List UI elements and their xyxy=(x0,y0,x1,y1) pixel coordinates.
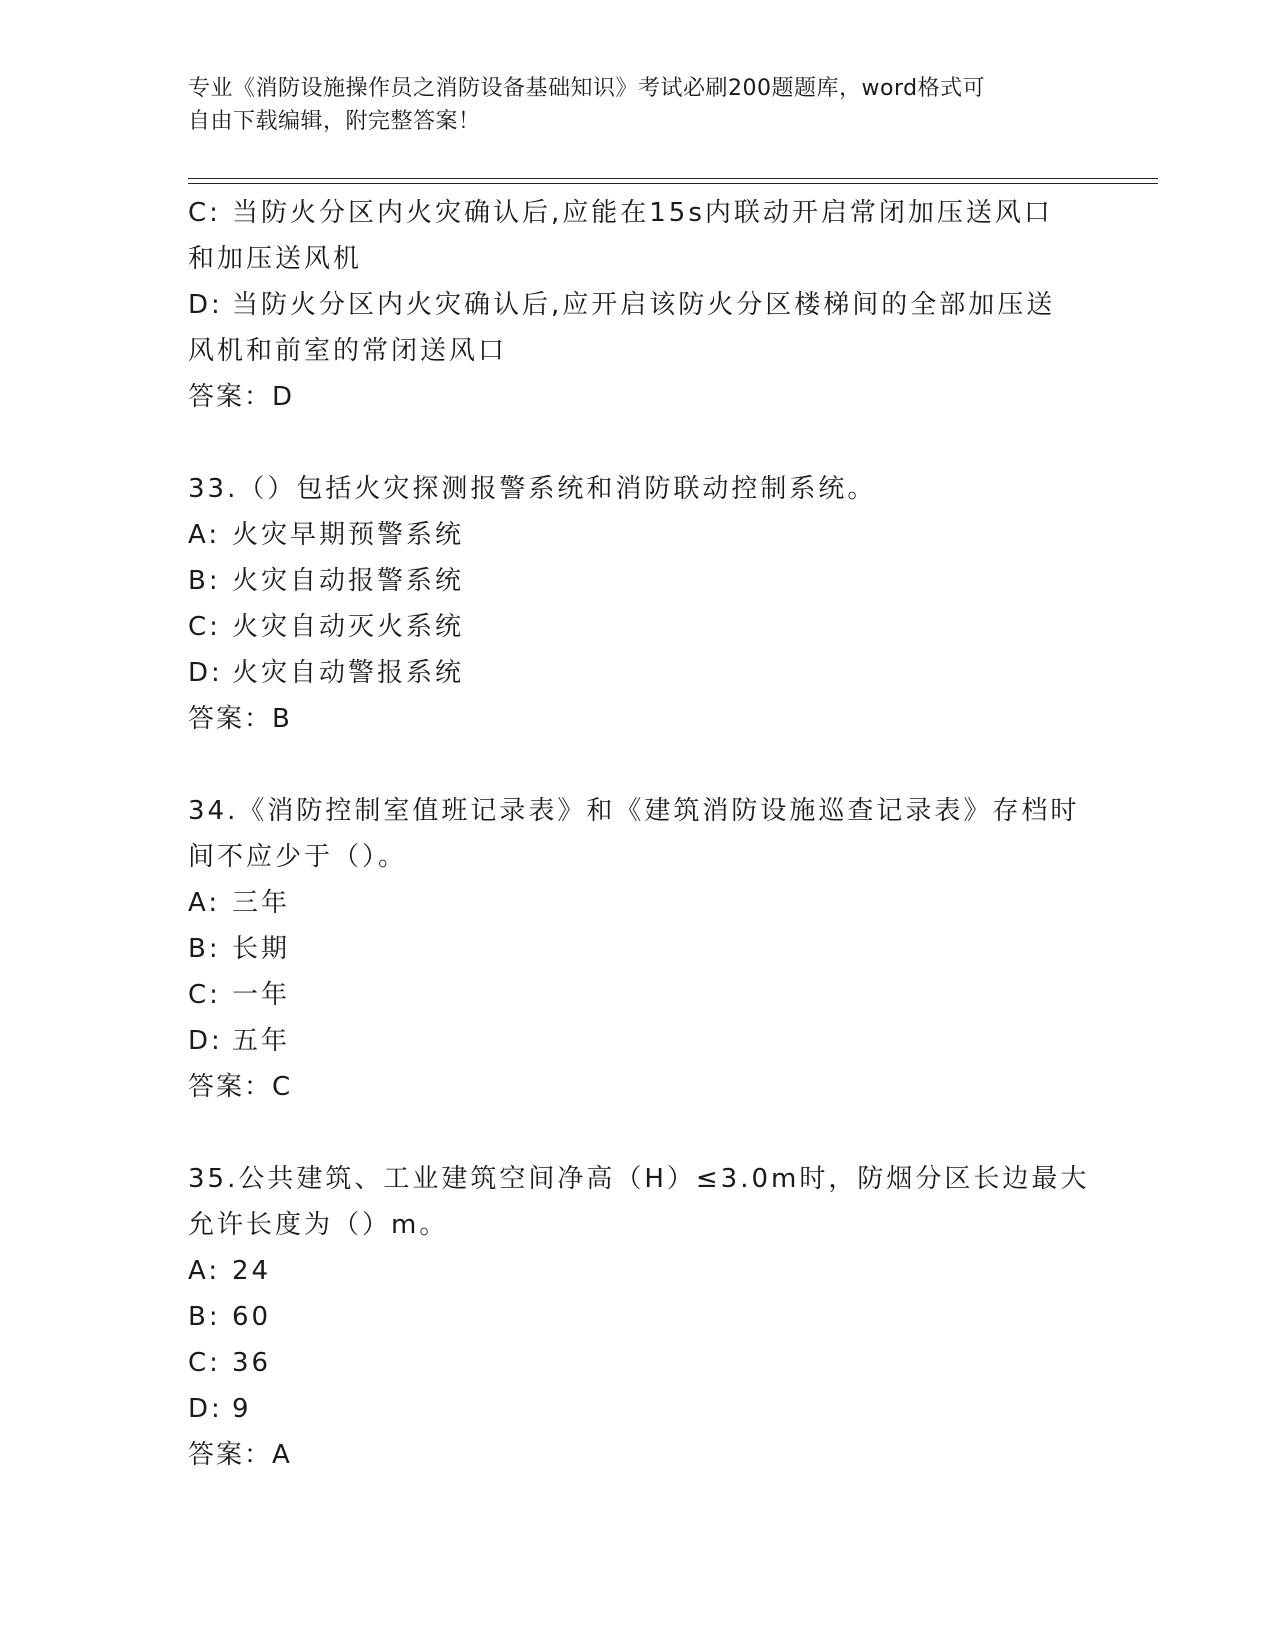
question-34 xyxy=(188,788,1078,1110)
option-b xyxy=(188,1294,1078,1340)
option-text: 火灾自动报警系统 xyxy=(232,566,465,596)
header-rule-bottom xyxy=(188,183,1158,184)
question-stem-continued: 间不应少于（）。 xyxy=(188,842,408,872)
option-text: 五年 xyxy=(232,1026,291,1056)
option-d-continued: 风机和前室的常闭送风口 xyxy=(188,336,508,366)
header-rule-top xyxy=(188,178,1158,179)
option-text: 当防火分区内火灾确认后,应能在15s内联动开启常闭加压送风口 xyxy=(232,198,1053,228)
spacer xyxy=(188,1110,1078,1156)
option-a xyxy=(188,880,1078,926)
option-label: B: xyxy=(188,934,221,964)
spacer xyxy=(188,420,1078,466)
option-label: A: xyxy=(188,1256,221,1286)
option-d xyxy=(188,650,1078,696)
option-label: C: xyxy=(188,612,221,642)
option-d xyxy=(188,282,1078,328)
header-line-1: 专业《消防设施操作员之消防设备基础知识》考试必刷200题题库，word格式可 xyxy=(188,76,986,101)
option-text: 60 xyxy=(232,1302,272,1332)
option-c-continued: 和加压送风机 xyxy=(188,244,363,274)
question-stem: 33.（）包括火灾探测报警系统和消防联动控制系统。 xyxy=(188,474,877,504)
option-text: 9 xyxy=(232,1394,252,1424)
answer-line: 答案：C xyxy=(188,1072,293,1102)
option-text: 三年 xyxy=(232,888,291,918)
option-d xyxy=(188,1018,1078,1064)
document-header xyxy=(188,72,1088,138)
option-label: C: xyxy=(188,1348,221,1378)
option-c xyxy=(188,972,1078,1018)
option-text: 长期 xyxy=(232,934,291,964)
option-label: B: xyxy=(188,566,221,596)
option-label: A: xyxy=(188,520,221,550)
answer-line: 答案：B xyxy=(188,704,292,734)
answer-line: 答案：D xyxy=(188,382,295,412)
option-label: A: xyxy=(188,888,221,918)
option-c xyxy=(188,190,1078,236)
option-text: 火灾早期预警系统 xyxy=(232,520,465,550)
answer-line: 答案：A xyxy=(188,1440,292,1470)
option-a xyxy=(188,512,1078,558)
option-text: 一年 xyxy=(232,980,291,1010)
option-label: B: xyxy=(188,1302,221,1332)
option-text: 火灾自动灭火系统 xyxy=(232,612,465,642)
option-d xyxy=(188,1386,1078,1432)
document-body xyxy=(188,190,1090,1478)
spacer xyxy=(188,742,1078,788)
question-35 xyxy=(188,1156,1090,1478)
option-label: D: xyxy=(188,1394,223,1424)
question-33 xyxy=(188,466,1078,742)
option-c xyxy=(188,604,1078,650)
option-b xyxy=(188,558,1078,604)
option-label: D: xyxy=(188,290,223,320)
question-stem: 35.公共建筑、工业建筑空间净高（H）≤3.0m时，防烟分区长边最大 xyxy=(188,1164,1090,1194)
option-a xyxy=(188,1248,1078,1294)
option-label: C: xyxy=(188,980,221,1010)
question-stem: 34.《消防控制室值班记录表》和《建筑消防设施巡查记录表》存档时 xyxy=(188,796,1080,826)
option-label: D: xyxy=(188,1026,223,1056)
option-c xyxy=(188,1340,1078,1386)
option-label: C: xyxy=(188,198,221,228)
option-label: D: xyxy=(188,658,223,688)
question-stem-continued: 允许长度为（）m。 xyxy=(188,1210,449,1240)
option-text: 火灾自动警报系统 xyxy=(232,658,465,688)
header-line-2: 自由下载编辑，附完整答案！ xyxy=(188,109,481,134)
option-text: 36 xyxy=(232,1348,272,1378)
question-32-continuation xyxy=(188,190,1078,420)
option-text: 当防火分区内火灾确认后,应开启该防火分区楼梯间的全部加压送 xyxy=(232,290,1056,320)
option-b xyxy=(188,926,1078,972)
option-text: 24 xyxy=(232,1256,272,1286)
